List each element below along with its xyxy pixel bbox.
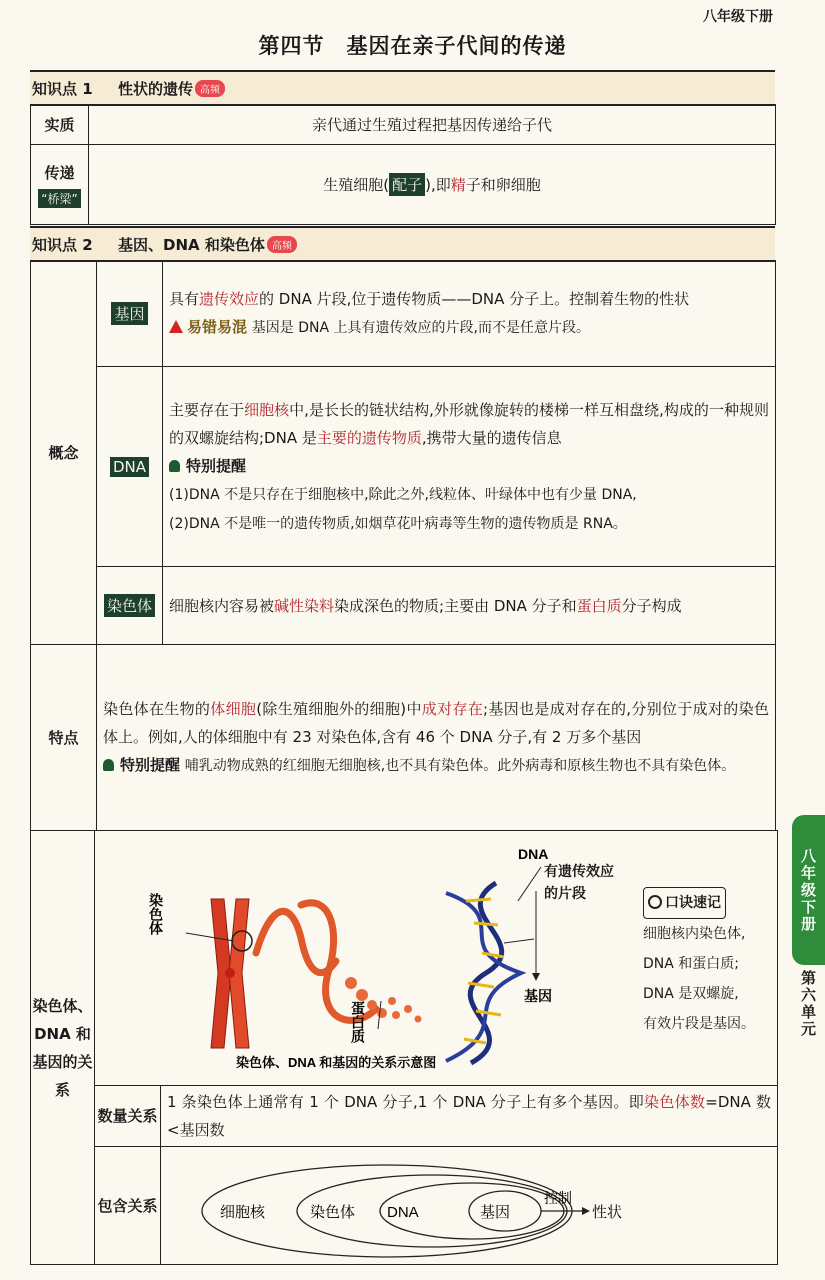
- kp1-table: [30, 104, 776, 225]
- include-nucleus: 细胞核: [220, 1203, 266, 1221]
- label-chromosome: 染色体: [148, 893, 164, 935]
- mnemonic-box: [643, 887, 755, 1039]
- relation-figure-cell: [95, 831, 778, 1086]
- kp2-title: 基因、DNA 和染色体: [118, 236, 265, 254]
- unit-side-label: 第六单元: [799, 970, 817, 1038]
- quantity-label: 数量关系: [95, 1086, 161, 1147]
- label-protein: 蛋白质: [350, 1001, 366, 1043]
- bell-icon: [169, 460, 180, 472]
- gene-label: 基因: [111, 302, 147, 325]
- relation-label: 染色体、DNA 和基因的关系: [31, 831, 95, 1265]
- include-diagram-cell: [161, 1147, 778, 1265]
- relation-table: [30, 830, 778, 1265]
- gene-definition: 具有遗传效应的 DNA 片段,位于遗传物质——DNA 分子上。控制着生物的性状 易错易混 基因是 DNA 上具有遗传效应的片段,而不是任意片段。: [163, 261, 776, 367]
- mnemonic-line: DNA 是双螺旋,: [643, 986, 739, 1002]
- mnemonic-line: 有效片段是基因。: [643, 1016, 755, 1032]
- dna-definition: 主要存在于细胞核中,是长长的链状结构,外形就像旋转的楼梯一样互相盘绕,构成的一种规则的双螺旋结构;DNA 是主要的遗传物质,携带大量的遗传信息 特别提醒 (1)DNA 不是只存在于细胞核中,除此之外,线粒体、叶绿体中也有少量 DNA, (2)DNA 不是唯一的遗传物质,如烟草花叶病毒等生物的遗传物质是 RNA。: [163, 367, 776, 567]
- mnemonic-title: 口诀速记: [643, 887, 726, 919]
- gamete-highlight: 配子: [389, 173, 425, 196]
- transfer-text: 生殖细胞( 配子 ),即精子和卵细胞: [89, 145, 776, 225]
- knowledge-point-2-header: [30, 226, 775, 262]
- tip-label: 特别提醒: [186, 456, 247, 475]
- transfer-label: 传递: [44, 163, 75, 182]
- error-label: 易错易混: [187, 318, 248, 336]
- dna-label: DNA: [110, 457, 149, 477]
- mnemonic-line: 细胞核内染色体,: [643, 926, 746, 942]
- include-gene: 基因: [480, 1203, 511, 1221]
- feature-table: [30, 644, 776, 831]
- chromosome-shape: [186, 899, 252, 1048]
- tip-1: (1)DNA 不是只存在于细胞核中,除此之外,线粒体、叶绿体中也有少量 DNA,: [169, 486, 637, 503]
- label-segment: 有遗传效应的片段: [544, 864, 614, 902]
- bell-icon: [103, 759, 114, 771]
- grade-side-tab[interactable]: 八年级下册: [792, 815, 825, 965]
- figure-caption: 染色体、DNA 和基因的关系示意图: [236, 1055, 437, 1070]
- kp2-table: [30, 260, 776, 645]
- include-trait: 性状: [592, 1203, 623, 1221]
- kp1-title: 性状的遗传: [118, 80, 194, 98]
- error-text: 基因是 DNA 上具有遗传效应的片段,而不是任意片段。: [251, 320, 590, 336]
- chromosome-label: 染色体: [104, 594, 155, 617]
- concept-label: 概念: [31, 261, 97, 645]
- dna-double-helix: [446, 883, 521, 1063]
- mnemonic-line: DNA 和蛋白质;: [643, 956, 739, 972]
- feature-tip-text: 哺乳动物成熟的红细胞无细胞核,也不具有染色体。此外病毒和原核生物也不具有染色体。: [184, 758, 736, 774]
- bridge-label: “桥梁”: [38, 189, 80, 208]
- inclusion-diagram: [162, 1151, 762, 1261]
- kp2-number: 知识点 2: [32, 236, 93, 254]
- include-control: 控制: [544, 1189, 572, 1206]
- kp2-high-freq-tag: 高频: [267, 236, 297, 253]
- include-label: 包含关系: [95, 1147, 161, 1265]
- tip-2: (2)DNA 不是唯一的遗传物质,如烟草花叶病毒等生物的遗传物质是 RNA。: [169, 515, 627, 532]
- chromosome-definition: 细胞核内容易被碱性染料染成深色的物质;主要由 DNA 分子和蛋白质分子构成: [163, 567, 776, 645]
- kp1-number: 知识点 1: [32, 80, 93, 98]
- label-gene: 基因: [524, 988, 552, 1004]
- feature-tip-label: 特别提醒: [120, 756, 181, 774]
- essence-label: 实质: [31, 105, 89, 145]
- essence-text: 亲代通过生殖过程把基因传递给子代: [89, 105, 776, 145]
- book-grade: 八年级下册: [703, 9, 773, 25]
- kp1-high-freq-tag: 高频: [195, 80, 225, 97]
- transfer-label-cell: [31, 145, 89, 225]
- feature-text: 染色体在生物的体细胞(除生殖细胞外的细胞)中成对存在;基因也是成对存在的,分别位于成对的染色体上。例如,人的体细胞中有 23 对染色体,含有 46 个 DNA 分子,有 2 万多个基因 特别提醒 哺乳动物成熟的红细胞无细胞核,也不具有染色体。此外病毒和原核生物也不具有染色体。: [97, 645, 776, 831]
- knowledge-point-1-header: [30, 70, 775, 106]
- section-title: 第四节 基因在亲子代间的传递: [258, 34, 567, 58]
- quantity-text: 1 条染色体上通常有 1 个 DNA 分子,1 个 DNA 分子上有多个基因。即染色体数=DNA 数<基因数: [161, 1086, 778, 1147]
- feature-label: 特点: [31, 645, 97, 831]
- include-chromosome: 染色体: [310, 1203, 356, 1221]
- label-dna: DNA: [518, 846, 549, 862]
- clock-icon: [648, 895, 662, 909]
- warning-icon: [169, 320, 183, 333]
- include-dna: DNA: [387, 1203, 419, 1221]
